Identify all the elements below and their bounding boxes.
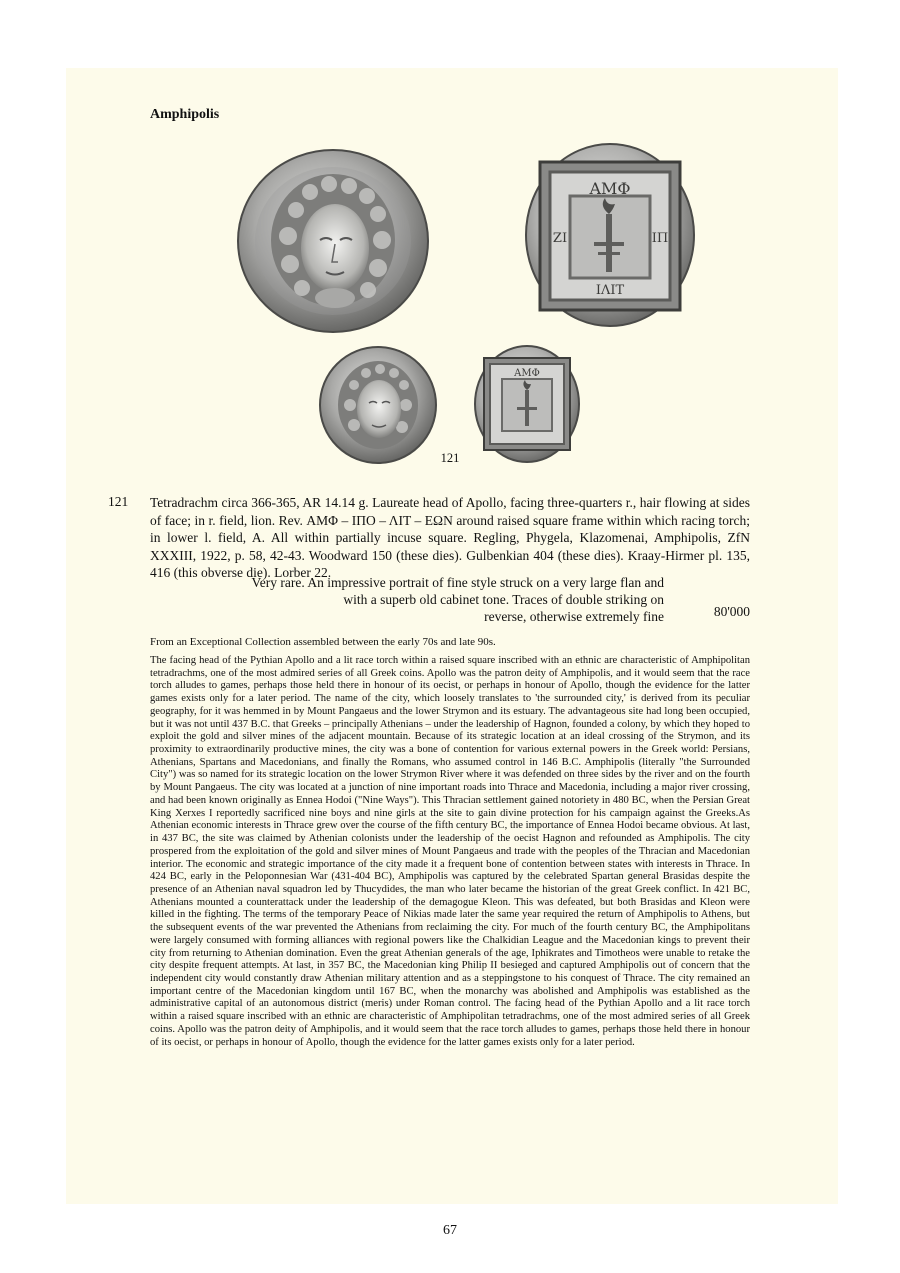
reverse-coin-large (524, 142, 696, 328)
obverse-coin-small (318, 345, 438, 465)
page-number: 67 (443, 1223, 457, 1238)
reverse-legend-top-small: ΑΜΦ (514, 368, 540, 379)
plate-number: 121 (440, 451, 460, 465)
commentary-text: The facing head of the Pythian Apollo and a lit race torch within a raised square inscribed with an ethnic are characteristic of Amphipolitan tetradrachms, one of the most admired series of all Greek coins. Apollo was the patron deity of Amphipolis, and it would seem that the race torch alludes to games, perhaps those held there in honour of its oecist, or perhaps in honour of Apollo, though the evidence for the latter games exists only for a later period. The name of the city, which loosely translates to 'the surrounded city,' is derived from its peculiar geography, for it was hemmed in by Mount Pangaeus and the lower Strymon and its estuary. The advantageous site had long been occupied, but it was not until 437 B.C. that Greeks – principally Athenians – under the leadership of Hagnon, founded a colony, by which they hoped to exploit the gold and silver mines of the adjacent mountain. Because of its strategic location at an ideal crossing of the Strymon, and its proximity to extraordinarily productive mines, the city was a bone of contention for various external powers in the Greek world: Persians, Athenians, Spartans and Macedonians, and finally the Romans, who assumed control in 146 B.C. Amphipolis (literally "the Surrounded City") was so named for its strategic location on the lower Strymon River where it was defended on three sides by the river and on the fourth by Mount Pangaeus. The city was located at a junction of nine important roads into Thrace and Macedonia, including a major river crossing, and had been known originally as Ennea Hodoi ("Nine Ways"). This Thracian settlement gained notoriety in 480 BC, when the Persian Great King Xerxes I reportedly sacrificed nine boys and nine girls at the site to gain divine protection for his campaign against the Greeks.As Athenian economic interests in Thrace grew over the course of the fifth century BC, the importance of Ennea Hodoi became obvious. At last, in 437 BC, the site was claimed by Athenian colonists under the leadership of the oecist Hagnon and refounded as Amphipolis. The city prospered from the exploitation of the gold and silver mines of Mount Pangaeus and trade with the peoples of the Thracian and Macedonian interior. The economic and strategic importance of the city made it a frequent bone of contention between states with interests in Thrace. In 424 BC, early in the Peloponnesian War (431-404 BC), Amphipolis was captured by the celebrated Spartan general Brasidas despite the presence of an Athenian naval squadron led by Thucydides, the man who later became the historian of the great Greek conflict. In 421 BC, Athenians mounted a counterattack under the leadership of the demagogue Kleon. This was defeated, but both Brasidas and Kleon were killed in the fighting. The terms of the temporary Peace of Nikias made later the same year required the return of Amphipolis to Athens, but the subsequent events of the war prevented the Athenians from reclaiming the city. For much of the fourth century BC, the Amphipolitans were largely consumed with forming alliances with regional powers like the Chalkidian League and the Macedonian kings to prevent their city from returning to Athenian domination. Even the great Athenian generals of the age, Iphikrates and Timotheos were unable to retake the city despite frequent attempts. At last, in 357 BC, the Macedonian king Philip II besieged and captured Amphipolis out of concern that the independent city would constantly draw Athenian military attention and as a steppingstone to his conquest of Thrace. The city remained an important centre of the Macedonian kingdom until 167 BC, when the monarchy was abolished and Amphipolis was established as the administrative capital of an autonomous district (meris) under Roman control. The facing head of the Pythian Apollo and a lit race torch within a raised square inscribed with an ethnic are characteristic of Amphipolitan tetradrachms, one of the most admired series of all Greek coins. Apollo was the patron deity of Amphipolis, and it would seem that the race torch alludes to games, perhaps those held there in honour of its oecist, or perhaps in honour of Apollo, though the evidence for the latter games exists only for a later period. (150, 655, 750, 1048)
reverse-coin-small (474, 345, 580, 463)
reverse-legend-left: ΖΙ (552, 231, 568, 246)
lot-number: 121 (108, 494, 129, 509)
grade-line-1: Very rare. An impressive portrait of fine style struck on a very large flan and (251, 575, 664, 590)
grade-line-2: with a superb old cabinet tone. Traces of double striking on (343, 592, 664, 607)
reverse-legend-top: ΑΜΦ (589, 179, 631, 198)
provenance-note: From an Exceptional Collection assembled between the early 70s and late 90s. (150, 636, 496, 648)
lot-description: Tetradrachm circa 366-365, AR 14.14 g. Laureate head of Apollo, facing three-quarters r., hair flowing at sides of face; in r. field, lion. Rev. ΑΜΦ – ΙΠΟ – ΛΙΤ – ΕΩΝ around raised square frame within which racing torch; in lower l. field, A. All within partially incuse square. Regling, Phygela, Klazomenai, Amphipolis, ZfN XXXIII, 1922, p. 58, 42-43. Woodward 150 (these dies). Gulbenkian 404 (these dies). Kraay-Hirmer pl. 135, 416 (this obverse die). Lorber 22. (150, 495, 750, 580)
reverse-legend-right: ΙΠ (651, 231, 669, 246)
reverse-legend-bottom: ΙΛΙΤ (595, 283, 625, 298)
estimate-price: 80'000 (713, 604, 750, 619)
grade-line-3: reverse, otherwise extremely fine (484, 609, 664, 624)
obverse-coin-large (236, 148, 430, 334)
section-title: Amphipolis (150, 107, 220, 122)
